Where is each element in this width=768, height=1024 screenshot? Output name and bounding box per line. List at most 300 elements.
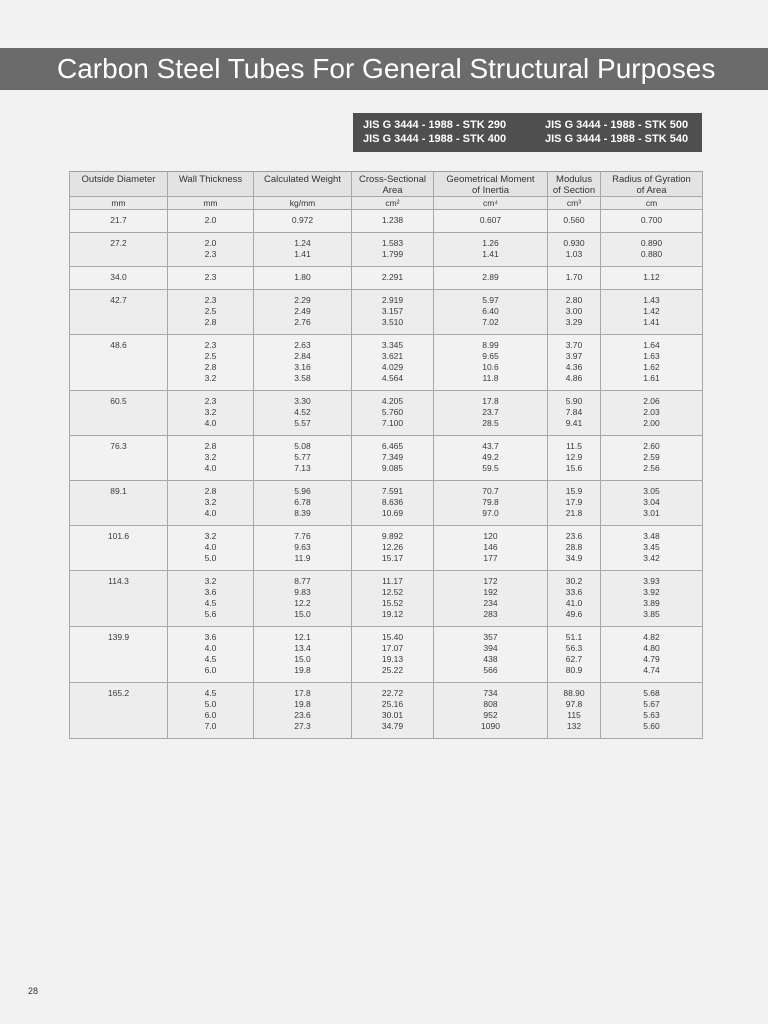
radius-of-gyration-value: 0.880: [640, 249, 663, 259]
wall-thickness-value: 2.3: [204, 396, 217, 406]
moment-of-inertia-value: 7.02: [482, 317, 499, 327]
wall-thickness-cell: [168, 481, 254, 526]
wall-thickness-cell: [168, 391, 254, 436]
modulus-of-section-cell: [548, 683, 601, 739]
radius-of-gyration-value: 3.85: [643, 609, 660, 619]
outside-diameter-value: 48.6: [110, 340, 127, 350]
modulus-of-section-value: 30.2: [565, 576, 583, 586]
cross-sectional-area-value: 4.029: [381, 362, 404, 372]
wall-thickness-value: 7.0: [204, 721, 217, 731]
moment-of-inertia-value: 70.7: [482, 486, 499, 496]
modulus-of-section-value: 62.7: [565, 654, 583, 664]
calculated-weight-cell: [254, 481, 352, 526]
modulus-of-section-value: 51.1: [565, 632, 583, 642]
cross-sectional-area-value: 15.52: [381, 598, 404, 608]
table-row: [70, 526, 703, 571]
radius-of-gyration-value: 2.56: [643, 463, 660, 473]
moment-of-inertia-value: 1090: [481, 721, 500, 731]
cross-sectional-area-value: 3.510: [381, 317, 404, 327]
outside-diameter-cell: [70, 233, 168, 267]
radius-of-gyration-value: 0.890: [640, 238, 663, 248]
outside-diameter-value: 165.2: [107, 688, 130, 698]
outside-diameter-value: 89.1: [110, 486, 127, 496]
radius-of-gyration-value: 3.89: [643, 598, 660, 608]
radius-of-gyration-value: 3.01: [643, 508, 660, 518]
modulus-of-section-value: 5.90: [565, 396, 583, 406]
wall-thickness-value: 4.0: [204, 418, 217, 428]
modulus-of-section-value: 1.70: [565, 272, 583, 282]
specification-table: [69, 171, 703, 739]
outside-diameter-cell: [70, 391, 168, 436]
header-modulus-of-section: Modulus of Section: [548, 172, 601, 197]
calculated-weight-cell: [254, 335, 352, 391]
outside-diameter-value: 139.9: [107, 632, 130, 642]
calculated-weight-cell: [254, 267, 352, 290]
cross-sectional-area-value: 17.07: [381, 643, 404, 653]
calculated-weight-value: 7.76: [294, 531, 311, 541]
wall-thickness-value: 4.0: [204, 542, 217, 552]
cross-sectional-area-value: 3.157: [381, 306, 404, 316]
cross-sectional-area-cell: [352, 267, 434, 290]
modulus-of-section-cell: [548, 391, 601, 436]
radius-of-gyration-cell: [601, 627, 703, 683]
calculated-weight-value: 4.52: [294, 407, 311, 417]
outside-diameter-cell: [70, 627, 168, 683]
modulus-of-section-value: 4.36: [565, 362, 583, 372]
wall-thickness-value: 4.0: [204, 508, 217, 518]
modulus-of-section-value: 3.97: [565, 351, 583, 361]
cross-sectional-area-value: 12.52: [381, 587, 404, 597]
radius-of-gyration-cell: [601, 391, 703, 436]
wall-thickness-value: 2.0: [204, 238, 217, 248]
cross-sectional-area-value: 15.17: [381, 553, 404, 563]
standard-label: JIS G 3444 - 1988 - STK 290: [363, 119, 507, 131]
moment-of-inertia-cell: [434, 436, 548, 481]
wall-thickness-value: 3.2: [204, 497, 217, 507]
table-row: [70, 210, 703, 233]
outside-diameter-value: 21.7: [110, 215, 127, 225]
moment-of-inertia-value: 9.65: [482, 351, 499, 361]
modulus-of-section-value: 0.560: [563, 215, 585, 225]
modulus-of-section-value: 15.9: [565, 486, 583, 496]
unit-wall-thickness: mm: [168, 197, 254, 210]
wall-thickness-cell: [168, 335, 254, 391]
header-wall-thickness: Wall Thickness: [168, 172, 254, 197]
wall-thickness-value: 5.0: [204, 553, 217, 563]
cross-sectional-area-value: 1.799: [381, 249, 404, 259]
cross-sectional-area-cell: [352, 335, 434, 391]
moment-of-inertia-value: 23.7: [482, 407, 499, 417]
radius-of-gyration-value: 5.60: [643, 721, 660, 731]
moment-of-inertia-cell: [434, 526, 548, 571]
calculated-weight-value: 1.41: [294, 249, 311, 259]
calculated-weight-value: 15.0: [294, 609, 311, 619]
standard-label: JIS G 3444 - 1988 - STK 400: [363, 133, 507, 145]
modulus-of-section-value: 34.9: [565, 553, 583, 563]
calculated-weight-value: 15.0: [294, 654, 311, 664]
moment-of-inertia-value: 234: [483, 598, 498, 608]
wall-thickness-value: 3.2: [204, 531, 217, 541]
radius-of-gyration-cell: [601, 335, 703, 391]
radius-of-gyration-cell: [601, 290, 703, 335]
radius-of-gyration-value: 4.82: [643, 632, 660, 642]
radius-of-gyration-value: 3.42: [643, 553, 660, 563]
wall-thickness-value: 4.5: [204, 688, 217, 698]
modulus-of-section-cell: [548, 571, 601, 627]
modulus-of-section-value: 28.8: [565, 542, 583, 552]
radius-of-gyration-cell: [601, 526, 703, 571]
outside-diameter-value: 101.6: [107, 531, 130, 541]
radius-of-gyration-cell: [601, 571, 703, 627]
outside-diameter-value: 34.0: [110, 272, 127, 282]
calculated-weight-cell: [254, 233, 352, 267]
calculated-weight-value: 3.58: [294, 373, 311, 383]
cross-sectional-area-value: 12.26: [381, 542, 404, 552]
table-row: [70, 436, 703, 481]
cross-sectional-area-value: 19.12: [381, 609, 404, 619]
unit-outside-diameter: mm: [70, 197, 168, 210]
cross-sectional-area-value: 3.345: [381, 340, 404, 350]
wall-thickness-value: 2.5: [204, 306, 217, 316]
cross-sectional-area-value: 4.205: [381, 396, 404, 406]
title-bar: [0, 48, 768, 90]
wall-thickness-value: 2.0: [204, 215, 217, 225]
radius-of-gyration-value: 1.43: [643, 295, 660, 305]
modulus-of-section-value: 3.29: [565, 317, 583, 327]
modulus-of-section-value: 7.84: [565, 407, 583, 417]
cross-sectional-area-cell: [352, 210, 434, 233]
radius-of-gyration-cell: [601, 481, 703, 526]
table-row: [70, 481, 703, 526]
calculated-weight-cell: [254, 290, 352, 335]
table-row: [70, 233, 703, 267]
wall-thickness-value: 3.2: [204, 407, 217, 417]
calculated-weight-value: 9.63: [294, 542, 311, 552]
modulus-of-section-value: 132: [566, 721, 582, 731]
radius-of-gyration-value: 3.04: [643, 497, 660, 507]
radius-of-gyration-value: 3.45: [643, 542, 660, 552]
cross-sectional-area-value: 2.919: [381, 295, 404, 305]
outside-diameter-cell: [70, 267, 168, 290]
modulus-of-section-value: 3.70: [565, 340, 583, 350]
modulus-of-section-cell: [548, 436, 601, 481]
header-moment-of-inertia: Geometrical Moment of Inertia: [434, 172, 548, 197]
table-body: [70, 210, 703, 739]
moment-of-inertia-cell: [434, 335, 548, 391]
radius-of-gyration-cell: [601, 233, 703, 267]
wall-thickness-value: 2.3: [204, 272, 217, 282]
cross-sectional-area-value: 22.72: [381, 688, 404, 698]
calculated-weight-value: 8.77: [294, 576, 311, 586]
wall-thickness-cell: [168, 290, 254, 335]
calculated-weight-value: 1.24: [294, 238, 311, 248]
radius-of-gyration-value: 1.61: [643, 373, 660, 383]
moment-of-inertia-value: 17.8: [482, 396, 499, 406]
radius-of-gyration-value: 4.79: [643, 654, 660, 664]
table-row: [70, 391, 703, 436]
cross-sectional-area-value: 1.583: [381, 238, 404, 248]
outside-diameter-cell: [70, 526, 168, 571]
moment-of-inertia-cell: [434, 233, 548, 267]
modulus-of-section-cell: [548, 290, 601, 335]
wall-thickness-value: 2.3: [204, 340, 217, 350]
wall-thickness-cell: [168, 436, 254, 481]
calculated-weight-value: 5.08: [294, 441, 311, 451]
modulus-of-section-value: 97.8: [565, 699, 583, 709]
radius-of-gyration-value: 1.64: [643, 340, 660, 350]
cross-sectional-area-value: 5.760: [381, 407, 404, 417]
cross-sectional-area-cell: [352, 290, 434, 335]
table-row: [70, 290, 703, 335]
moment-of-inertia-cell: [434, 290, 548, 335]
moment-of-inertia-value: 8.99: [482, 340, 499, 350]
radius-of-gyration-cell: [601, 267, 703, 290]
modulus-of-section-cell: [548, 210, 601, 233]
standard-label: JIS G 3444 - 1988 - STK 540: [545, 133, 689, 145]
radius-of-gyration-value: 3.93: [643, 576, 660, 586]
outside-diameter-value: 42.7: [110, 295, 127, 305]
moment-of-inertia-value: 172: [483, 576, 498, 586]
modulus-of-section-value: 9.41: [565, 418, 583, 428]
wall-thickness-cell: [168, 627, 254, 683]
cross-sectional-area-value: 25.22: [381, 665, 404, 675]
cross-sectional-area-cell: [352, 391, 434, 436]
wall-thickness-value: 3.6: [204, 587, 217, 597]
calculated-weight-value: 5.77: [294, 452, 311, 462]
radius-of-gyration-value: 5.67: [643, 699, 660, 709]
calculated-weight-value: 3.16: [294, 362, 311, 372]
outside-diameter-cell: [70, 436, 168, 481]
table-row: [70, 627, 703, 683]
modulus-of-section-value: 4.86: [565, 373, 583, 383]
radius-of-gyration-value: 2.59: [643, 452, 660, 462]
moment-of-inertia-cell: [434, 627, 548, 683]
calculated-weight-value: 13.4: [294, 643, 311, 653]
wall-thickness-value: 4.0: [204, 463, 217, 473]
modulus-of-section-cell: [548, 526, 601, 571]
radius-of-gyration-value: 5.68: [643, 688, 660, 698]
calculated-weight-cell: [254, 627, 352, 683]
moment-of-inertia-value: 808: [483, 699, 498, 709]
cross-sectional-area-value: 3.621: [381, 351, 404, 361]
wall-thickness-value: 3.6: [204, 632, 217, 642]
cross-sectional-area-cell: [352, 627, 434, 683]
moment-of-inertia-value: 146: [483, 542, 498, 552]
standards-left-column: [363, 118, 506, 146]
calculated-weight-value: 17.8: [294, 688, 311, 698]
moment-of-inertia-value: 120: [483, 531, 498, 541]
radius-of-gyration-value: 0.700: [640, 215, 663, 225]
modulus-of-section-cell: [548, 267, 601, 290]
moment-of-inertia-value: 28.5: [482, 418, 499, 428]
moment-of-inertia-value: 283: [483, 609, 498, 619]
radius-of-gyration-value: 1.63: [643, 351, 660, 361]
moment-of-inertia-value: 566: [483, 665, 498, 675]
header-calculated-weight: Calculated Weight: [254, 172, 352, 197]
modulus-of-section-value: 115: [567, 710, 581, 720]
moment-of-inertia-value: 357: [483, 632, 498, 642]
radius-of-gyration-cell: [601, 436, 703, 481]
unit-calculated-weight: kg/mm: [254, 197, 352, 210]
moment-of-inertia-value: 1.41: [482, 249, 499, 259]
standards-box: [353, 113, 702, 152]
header-cross-sectional-area: Cross-Sectional Area: [352, 172, 434, 197]
unit-moment-of-inertia: cm⁴: [434, 197, 548, 210]
wall-thickness-value: 2.3: [204, 249, 217, 259]
header-radius-of-gyration: Radius of Gyration of Area: [601, 172, 703, 197]
cross-sectional-area-cell: [352, 526, 434, 571]
calculated-weight-value: 2.84: [294, 351, 311, 361]
cross-sectional-area-value: 10.69: [381, 508, 404, 518]
calculated-weight-value: 12.1: [294, 632, 311, 642]
wall-thickness-value: 2.8: [204, 317, 217, 327]
outside-diameter-value: 114.3: [108, 576, 129, 586]
radius-of-gyration-value: 4.74: [643, 665, 660, 675]
cross-sectional-area-value: 30.01: [381, 710, 404, 720]
moment-of-inertia-value: 734: [483, 688, 498, 698]
outside-diameter-value: 27.2: [110, 238, 127, 248]
moment-of-inertia-value: 59.5: [482, 463, 499, 473]
calculated-weight-cell: [254, 571, 352, 627]
cross-sectional-area-cell: [352, 233, 434, 267]
radius-of-gyration-value: 3.05: [643, 486, 660, 496]
modulus-of-section-value: 0.930: [563, 238, 585, 248]
standards-right-column: [545, 118, 688, 146]
calculated-weight-value: 2.49: [294, 306, 311, 316]
modulus-of-section-cell: [548, 335, 601, 391]
modulus-of-section-value: 1.03: [565, 249, 583, 259]
wall-thickness-value: 5.0: [204, 699, 217, 709]
calculated-weight-cell: [254, 436, 352, 481]
calculated-weight-value: 5.57: [294, 418, 311, 428]
modulus-of-section-value: 3.00: [565, 306, 583, 316]
calculated-weight-value: 9.83: [294, 587, 311, 597]
radius-of-gyration-cell: [601, 210, 703, 233]
wall-thickness-cell: [168, 267, 254, 290]
calculated-weight-value: 23.6: [294, 710, 311, 720]
wall-thickness-value: 4.0: [204, 643, 217, 653]
cross-sectional-area-value: 15.40: [381, 632, 404, 642]
radius-of-gyration-value: 1.41: [643, 317, 660, 327]
unit-cross-sectional-area: cm²: [352, 197, 434, 210]
cross-sectional-area-cell: [352, 571, 434, 627]
modulus-of-section-value: 12.9: [565, 452, 583, 462]
table-row: [70, 335, 703, 391]
cross-sectional-area-cell: [352, 481, 434, 526]
moment-of-inertia-cell: [434, 481, 548, 526]
modulus-of-section-value: 41.0: [565, 598, 583, 608]
radius-of-gyration-value: 1.12: [643, 272, 660, 282]
cross-sectional-area-value: 7.591: [381, 486, 404, 496]
wall-thickness-value: 3.2: [204, 576, 217, 586]
calculated-weight-value: 19.8: [294, 699, 311, 709]
calculated-weight-value: 2.29: [294, 295, 311, 305]
wall-thickness-value: 2.8: [204, 441, 217, 451]
calculated-weight-cell: [254, 210, 352, 233]
moment-of-inertia-value: 10.6: [482, 362, 499, 372]
calculated-weight-value: 19.8: [294, 665, 311, 675]
radius-of-gyration-value: 4.80: [643, 643, 660, 653]
moment-of-inertia-value: 177: [483, 553, 498, 563]
moment-of-inertia-cell: [434, 210, 548, 233]
cross-sectional-area-value: 2.291: [381, 272, 404, 282]
outside-diameter-cell: [70, 571, 168, 627]
modulus-of-section-value: 33.6: [565, 587, 583, 597]
moment-of-inertia-value: 952: [483, 710, 498, 720]
calculated-weight-value: 12.2: [294, 598, 311, 608]
cross-sectional-area-value: 7.100: [381, 418, 404, 428]
cross-sectional-area-value: 34.79: [381, 721, 404, 731]
radius-of-gyration-value: 2.03: [643, 407, 660, 417]
calculated-weight-value: 7.13: [294, 463, 311, 473]
calculated-weight-value: 2.63: [294, 340, 311, 350]
radius-of-gyration-value: 2.60: [643, 441, 660, 451]
wall-thickness-cell: [168, 571, 254, 627]
moment-of-inertia-cell: [434, 267, 548, 290]
radius-of-gyration-value: 3.48: [643, 531, 660, 541]
moment-of-inertia-value: 43.7: [482, 441, 499, 451]
calculated-weight-value: 1.80: [294, 272, 311, 282]
cross-sectional-area-value: 1.238: [381, 215, 404, 225]
moment-of-inertia-value: 6.40: [482, 306, 499, 316]
calculated-weight-cell: [254, 391, 352, 436]
cross-sectional-area-value: 6.465: [381, 441, 404, 451]
cross-sectional-area-cell: [352, 436, 434, 481]
standard-label: JIS G 3444 - 1988 - STK 500: [545, 119, 689, 131]
moment-of-inertia-value: 394: [483, 643, 498, 653]
calculated-weight-value: 5.96: [294, 486, 311, 496]
radius-of-gyration-value: 2.00: [643, 418, 660, 428]
wall-thickness-value: 2.8: [204, 486, 217, 496]
wall-thickness-value: 6.0: [204, 710, 217, 720]
calculated-weight-value: 11.9: [294, 553, 311, 563]
outside-diameter-value: 60.5: [110, 396, 127, 406]
table-row: [70, 571, 703, 627]
unit-radius-of-gyration: cm: [601, 197, 703, 210]
table-row: [70, 683, 703, 739]
table-row: [70, 267, 703, 290]
modulus-of-section-value: 88.90: [563, 688, 585, 698]
table-units-row: [70, 197, 703, 210]
wall-thickness-cell: [168, 210, 254, 233]
calculated-weight-value: 6.78: [294, 497, 311, 507]
page-title: Carbon Steel Tubes For General Structural Purposes: [57, 53, 716, 84]
cross-sectional-area-value: 25.16: [381, 699, 404, 709]
calculated-weight-value: 8.39: [294, 508, 311, 518]
modulus-of-section-cell: [548, 627, 601, 683]
modulus-of-section-value: 56.3: [565, 643, 583, 653]
cross-sectional-area-value: 7.349: [381, 452, 404, 462]
outside-diameter-cell: [70, 683, 168, 739]
moment-of-inertia-cell: [434, 571, 548, 627]
cross-sectional-area-value: 8.636: [381, 497, 404, 507]
moment-of-inertia-value: 1.26: [482, 238, 499, 248]
wall-thickness-value: 4.5: [204, 654, 217, 664]
cross-sectional-area-value: 9.892: [381, 531, 404, 541]
radius-of-gyration-value: 3.92: [643, 587, 660, 597]
wall-thickness-value: 6.0: [204, 665, 217, 675]
wall-thickness-value: 2.8: [204, 362, 217, 372]
moment-of-inertia-value: 5.97: [482, 295, 499, 305]
moment-of-inertia-value: 192: [483, 587, 498, 597]
moment-of-inertia-value: 97.0: [482, 508, 499, 518]
radius-of-gyration-value: 1.62: [643, 362, 660, 372]
moment-of-inertia-cell: [434, 683, 548, 739]
moment-of-inertia-value: 438: [483, 654, 498, 664]
page-number: 28: [28, 986, 39, 996]
radius-of-gyration-value: 5.63: [643, 710, 660, 720]
wall-thickness-cell: [168, 233, 254, 267]
